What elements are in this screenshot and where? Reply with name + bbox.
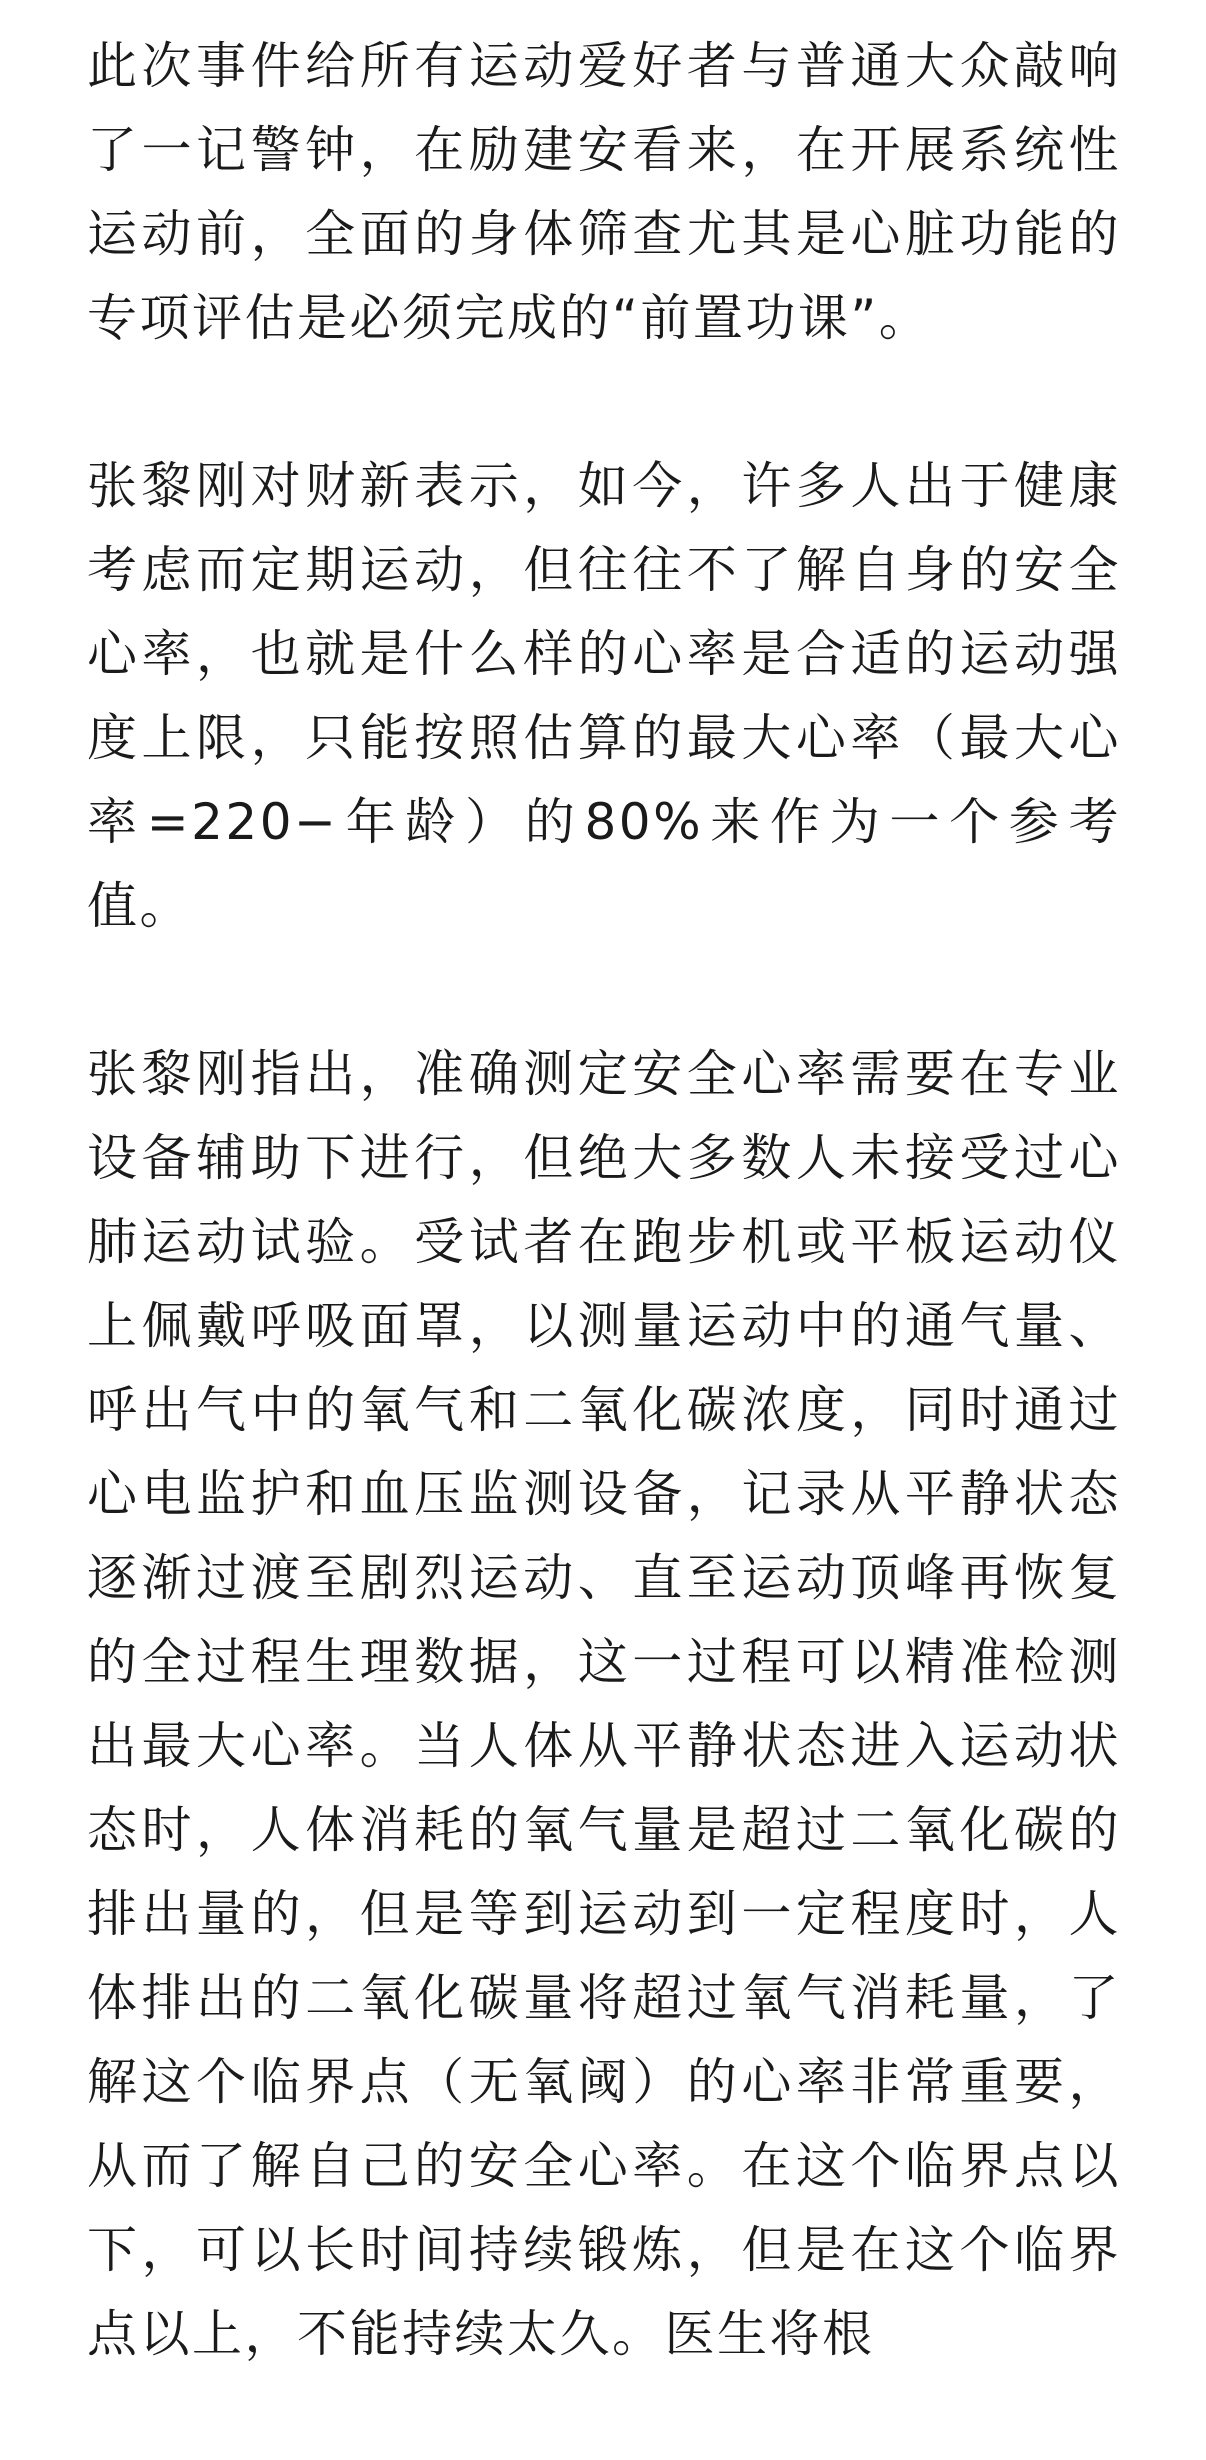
article-paragraph: 此次事件给所有运动爱好者与普通大众敲响了一记警钟，在励建安看来，在开展系统性运动前，全面的身体筛查尤其是心脏功能的专项评估是必须完成的“前置功课”。 [87,37,1121,347]
article-body [87,24,1121,2460]
article-paragraph: 张黎刚对财新表示，如今，许多人出于健康考虑而定期运动，但往往不了解自身的安全心率，也就是什么样的心率是合适的运动强度上限，只能按照估算的最大心率（最大心率=220−年龄）的80%来作为一个参考值。 [87,457,1121,935]
article-paragraph: 张黎刚指出，准确测定安全心率需要在专业设备辅助下进行，但绝大多数人未接受过心肺运动试验。受试者在跑步机或平板运动仪上佩戴呼吸面罩，以测量运动中的通气量、呼出气中的氧气和二氧化碳浓度，同时通过心电监护和血压监测设备，记录从平静状态逐渐过渡至剧烈运动、直至运动顶峰再恢复的全过程生理数据，这一过程可以精准检测出最大心率。当人体从平静状态进入运动状态时，人体消耗的氧气量是超过二氧化碳的排出量的，但是等到运动到一定程度时，人体排出的二氧化碳量将超过氧气消耗量，了解这个临界点（无氧阈）的心率非常重要，从而了解自己的安全心率。在这个临界点以下，可以长时间持续锻炼，但是在这个临界点以上，不能持续太久。医生将根 [87,1045,1121,2363]
